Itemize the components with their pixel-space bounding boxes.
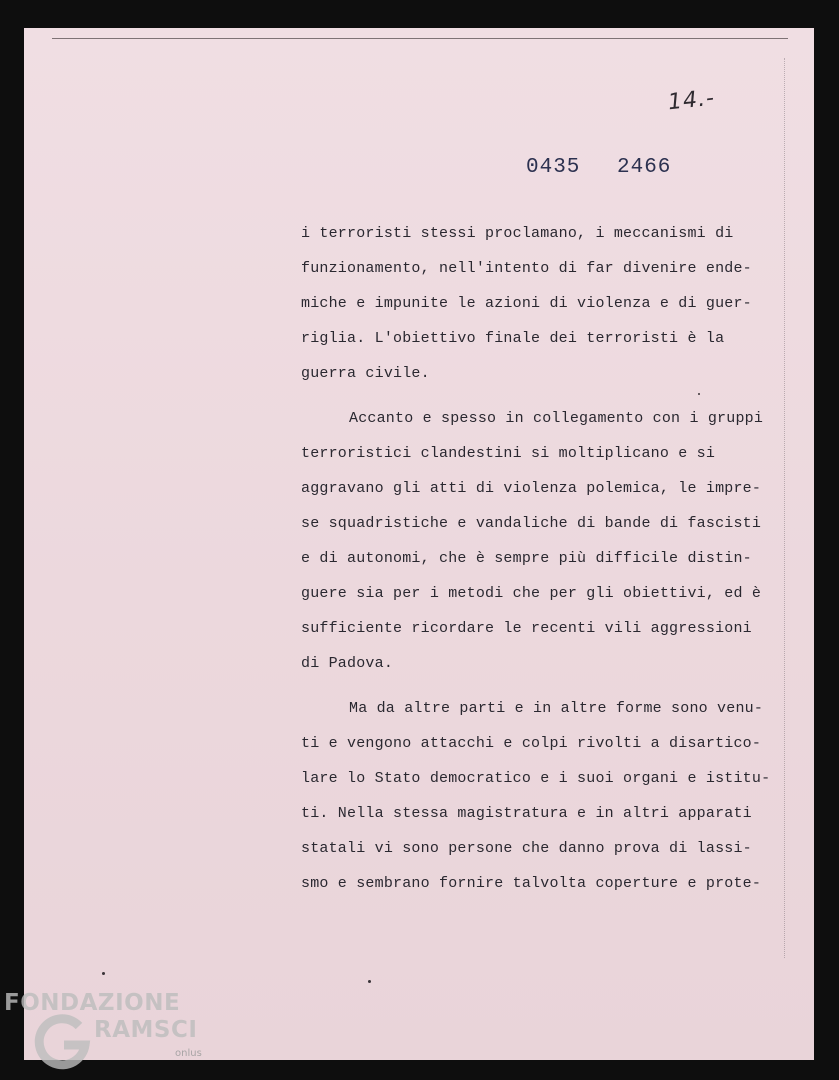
document-page: [24, 28, 814, 1060]
typed-text-block: [301, 216, 791, 901]
top-rule: [52, 38, 788, 39]
text-line: di Padova.: [301, 655, 394, 672]
watermark-line1: FONDAZIONE: [4, 990, 181, 1016]
archive-number-part1: 0435: [526, 156, 581, 179]
text-line: riglia. L'obiettivo finale dei terroristi è la: [301, 330, 725, 347]
archive-number-part2: 2466: [617, 156, 672, 179]
fondazione-gramsci-watermark: [4, 990, 214, 1080]
paragraph-gap: [301, 391, 791, 401]
text-line: smo e sembrano fornire talvolta coperture e prote-: [301, 875, 762, 892]
text-line: funzionamento, nell'intento di far divenire ende-: [301, 260, 752, 277]
text-line: lare lo Stato democratico e i suoi organi e istitu-: [301, 770, 771, 787]
text-line: guerra civile.: [301, 365, 430, 382]
paper-speck: [368, 980, 371, 983]
text-line: ti. Nella stessa magistratura e in altri apparati: [301, 805, 752, 822]
paragraph-gap: [301, 681, 791, 691]
paper-speck: [102, 972, 105, 975]
text-line: terroristici clandestini si moltiplicano e si: [301, 445, 716, 462]
text-line: miche e impunite le azioni di violenza e di guer-: [301, 295, 752, 312]
text-line: sufficiente ricordare le recenti vili aggressioni: [301, 620, 752, 637]
paper-speck: [698, 393, 700, 395]
text-line: e di autonomi, che è sempre più difficile distin-: [301, 550, 752, 567]
text-line: aggravano gli atti di violenza polemica, le impre-: [301, 480, 762, 497]
watermark-suffix: onlus: [175, 1048, 202, 1059]
text-line: Ma da altre parti e in altre forme sono venu-: [349, 700, 764, 717]
watermark-line2: RAMSCI: [94, 1017, 198, 1043]
text-line: i terroristi stessi proclamano, i meccanismi di: [301, 225, 734, 242]
text-line: guere sia per i metodi che per gli obiettivi, ed è: [301, 585, 762, 602]
gramsci-g-icon: [34, 1012, 92, 1070]
text-line: se squadristiche e vandaliche di bande di fascisti: [301, 515, 762, 532]
text-line: ti e vengono attacchi e colpi rivolti a disartico-: [301, 735, 762, 752]
handwritten-page-number: 14.-: [666, 85, 717, 116]
text-line: statali vi sono persone che danno prova di lassi-: [301, 840, 752, 857]
text-line: Accanto e spesso in collegamento con i gruppi: [349, 410, 764, 427]
